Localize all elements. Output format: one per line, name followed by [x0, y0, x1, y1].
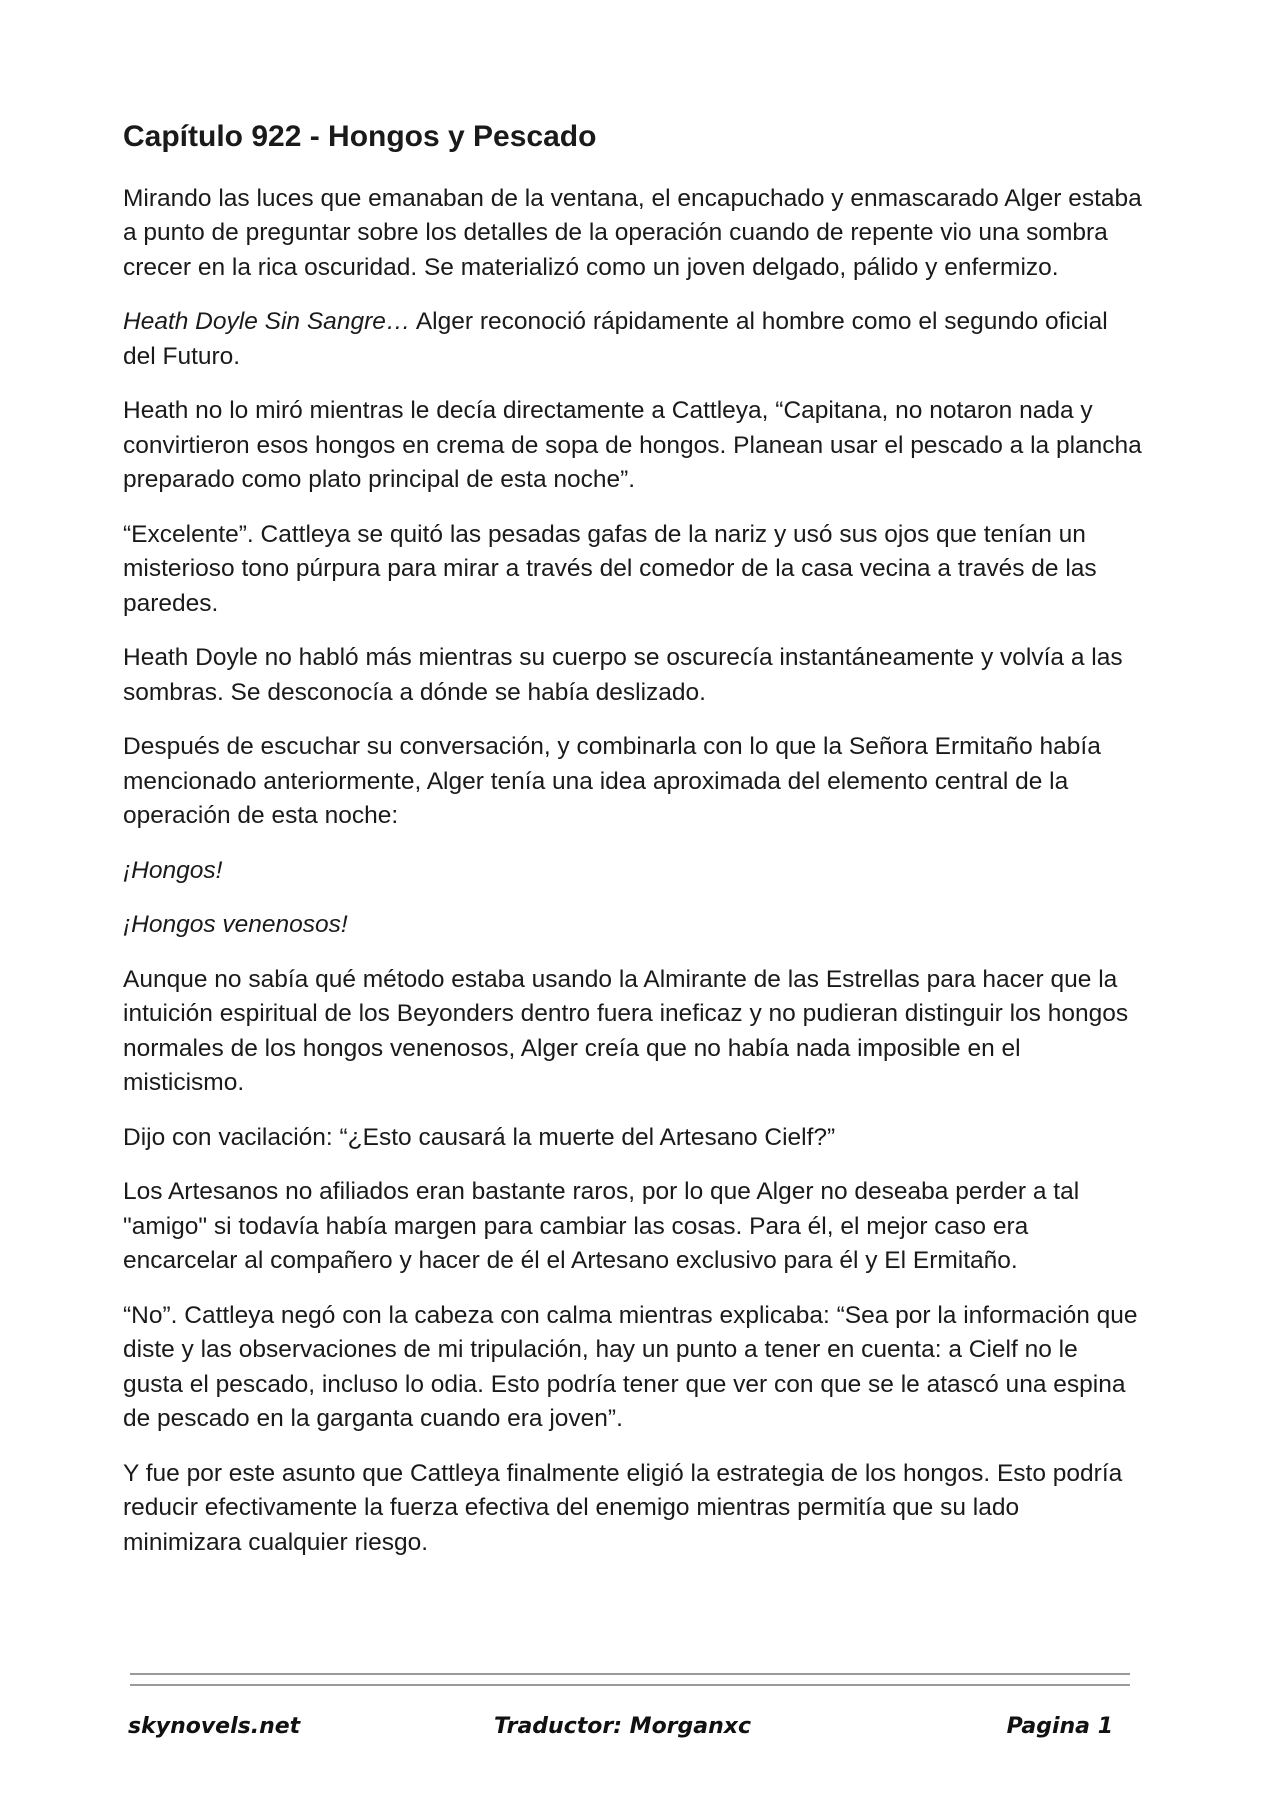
footer-translator: Traductor: Morganxc [494, 1714, 752, 1739]
footer-page-number: Pagina 1 [1006, 1714, 1113, 1739]
paragraph-italic-lead: Heath Doyle Sin Sangre… [123, 308, 411, 335]
footer-divider [130, 1684, 1130, 1686]
paragraph: Y fue por este asunto que Cattleya finalmente eligió la estrategia de los hongos. Esto podría reducir efectivamente la fuerza efectiva del enemigo mientras permitía que su lado minimizara cualquier riesgo. [123, 1459, 1123, 1556]
page-footer [128, 1714, 1128, 1748]
paragraph: Heath Doyle no habló más mientras su cuerpo se oscurecía instantáneamente y volvía a las sombras. Se desconocía a dónde se había deslizado. [123, 644, 1123, 706]
page-content [123, 118, 1143, 1580]
paragraph: Los Artesanos no afiliados eran bastante raros, por lo que Alger no deseaba perder a tal "amigo" si todavía había margen para cambiar las cosas. Para él, el mejor caso era encarcelar al compañero y hacer de él el Artesano exclusivo para él y El Ermitaño. [123, 1178, 1080, 1274]
paragraph: Dijo con vacilación: “¿Esto causará la muerte del Artesano Cielf?” [123, 1123, 836, 1151]
chapter-title: Capítulo 922 - Hongos y Pescado [123, 120, 597, 153]
paragraph: “No”. Cattleya negó con la cabeza con calma mientras explicaba: “Sea por la información que diste y las observaciones de mi tripulación, hay un punto a tener en cuenta: a Cielf no le gusta el pescado, incluso lo odia. Esto podría tener que ver con que se le atascó una espina de pescado en la garganta cuando era joven”. [123, 1301, 1138, 1432]
paragraph: Heath no lo miró mientras le decía directamente a Cattleya, “Capitana, no notaron nada y convirtieron esos hongos en crema de sopa de hongos. Planean usar el pescado a la plancha preparado como plato principal de esta noche”. [123, 397, 1142, 493]
paragraph-italic: ¡Hongos venenosos! [123, 911, 348, 938]
footer-site: skynovels.net [128, 1714, 301, 1739]
paragraph: Después de escuchar su conversación, y combinarla con lo que la Señora Ermitaño había mencionado anteriormente, Alger tenía una idea aproximada del elemento central de la operación de esta noche: [123, 733, 1101, 829]
paragraph [123, 305, 1143, 374]
paragraph: “Excelente”. Cattleya se quitó las pesadas gafas de la nariz y usó sus ojos que tenían un misterioso tono púrpura para mirar a través del comedor de la casa vecina a través de las paredes. [123, 520, 1097, 617]
footer-divider [130, 1673, 1130, 1675]
paragraph-italic: ¡Hongos! [123, 856, 223, 884]
paragraph: Mirando las luces que emanaban de la ventana, el encapuchado y enmascarado Alger estaba a punto de preguntar sobre los detalles de la operación cuando de repente vio una sombra crecer en la rica oscuridad. Se materializó como un joven delgado, pálido y enfermizo. [123, 184, 1142, 281]
paragraph-text: Alger reconoció rápidamente al hombre como el segundo oficial del Futuro. [123, 308, 1108, 370]
paragraph: Aunque no sabía qué método estaba usando la Almirante de las Estrellas para hacer que la intuición espiritual de los Beyonders dentro fuera ineficaz y no pudieran distinguir los hongos normales de los hongos venenosos, Alger creía que no había nada imposible en el misticismo. [123, 965, 1129, 1096]
